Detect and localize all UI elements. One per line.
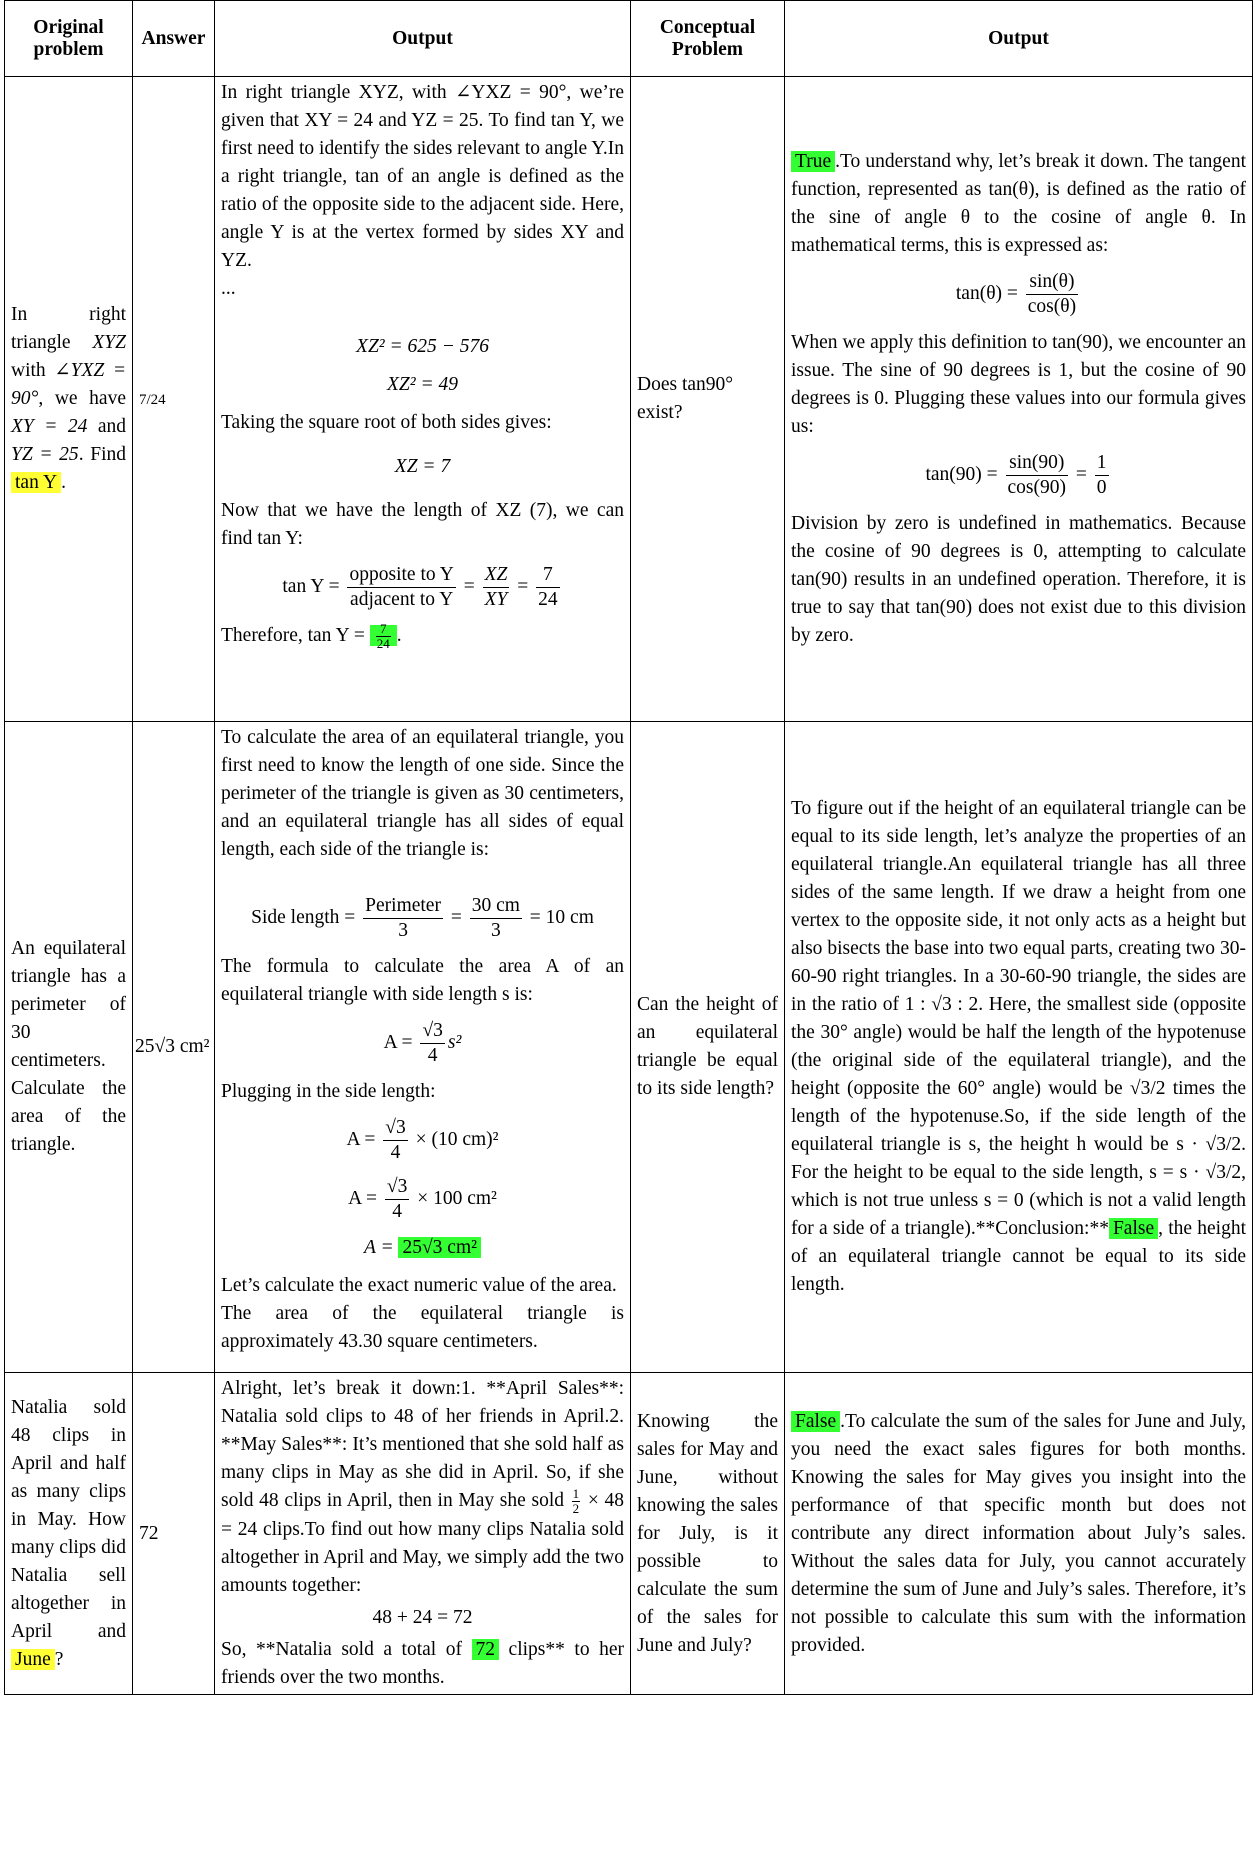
output-cell: To calculate the area of an equilateral triangle, you first need to know the length of one side. Since the perimeter of the triangle is given as 30 centimeters, and an equilateral triangle has all sides of equal length, each side of the triangle is: Side length = $\frac{\text{Perimeter}}{3}$ = $\frac{30 cm}{3}$ = 10 cm The formula to calculate the area A of an equilateral triangle with side length s is: A = $\frac{√3}{4}$ s² Plugging in the side length: A = $\frac{√3}{4}$ × (10 cm)² A = $\frac{√3}{4}$ × 100 cm² A = 25√3 cm² Let’s calculate the exact numeric value of the area. The area of the equilateral triangle is approximately 43.30 square centimeters. — [215, 722, 631, 1373]
header-original-problem: Original problem — [5, 1, 133, 77]
highlighted-answer: 72 — [472, 1639, 500, 1660]
equation: tan Y = $\frac{\text{opposite to Y}}{\text{adjacent to Y}}$ = $\frac{XZ}{XY}$ = $\frac{7}{24}$ — [282, 564, 558, 610]
table-row — [5, 1373, 1253, 1695]
answer-cell: 25√3 cm² — [133, 722, 215, 1373]
results-table-wrapper — [4, 0, 1252, 1695]
highlighted-term: June — [11, 1649, 55, 1670]
equation: A = $\frac{√3}{4}$ × (10 cm)² — [346, 1117, 499, 1163]
verdict-badge: False — [791, 1411, 840, 1432]
equation: A = 25√3 cm² — [221, 1234, 624, 1262]
original-problem-cell: An equilateral triangle has a perimeter of 30 centimeters. Calculate the area of the triangle. — [5, 722, 133, 1373]
output-cell: Alright, let’s break it down:1. **April Sales**: Natalia sold clips to 48 of her friends in April.2. **May Sales**: It’s mentioned that she sold half as many clips in May as she did in April. So, if she sold 48 clips in April, then in May she sold $\frac{1}{2}$ × 48 = 24 clips.To find out how many clips Natalia sold altogether in April and May, we simply add the two amounts together: 48 + 24 = 72 So, **Natalia sold a total of 72 clips** to her friends over the two months. — [215, 1373, 631, 1695]
header-conceptual-problem: Conceptual Problem — [631, 1, 785, 77]
header-output-2: Output — [785, 1, 1253, 77]
output-2-cell: True .To understand why, let’s break it down. The tangent function, represented as tan(θ), is defined as the ratio of the sine of angle θ to the cosine of angle θ. In mathematical terms, this is expressed as: tan(θ) = $\frac{\sin(\theta)}{\cos(\theta)}$ When we apply this definition to tan(90), we encounter an issue. The sine of 90 degrees is 1, but the cosine of 90 degrees is 0. Plugging these values into our formula gives us: tan(90) = $\frac{\sin(90)}{\cos(90)}$ = $\frac{1}{0}$ Division by zero is undefined in mathematics. Because the cosine of 90 degrees is 0, attempting to calculate tan(90) results in an undefined operation. Therefore, it is true to say that tan(90) does not exist due to this division by zero. — [785, 77, 1253, 722]
equation: Side length = $\frac{\text{Perimeter}}{3}$ = $\frac{30 cm}{3}$ = 10 cm — [251, 895, 594, 941]
table-row — [5, 77, 1253, 722]
verdict-badge: True — [791, 151, 835, 172]
equation: XZ² = 625 − 576 — [356, 336, 489, 357]
table-row — [5, 722, 1253, 1373]
original-problem-cell: Natalia sold 48 clips in April and half as many clips in May. How many clips did Natalia sell altogether in April and June ? — [5, 1373, 133, 1695]
conceptual-problem-cell: Can the height of an equilateral triangle be equal to its side length? — [631, 722, 785, 1373]
conceptual-problem-cell: Knowing the sales for May and June, without knowing the sales for July, is it possible to calculate the sum of the sales for June and July? — [631, 1373, 785, 1695]
equation: 48 + 24 = 72 — [372, 1607, 473, 1629]
header-row — [5, 1, 1253, 77]
equation: A = $\frac{√3}{4}$ × 100 cm² — [348, 1176, 497, 1222]
results-table — [4, 0, 1253, 1695]
equation: XZ² = 49 — [386, 374, 458, 395]
output-2-cell: False .To calculate the sum of the sales for June and July, you need the exact sales figures for both months. Knowing the sales for May gives you insight into the performance of that specific month but does not contribute any direct information about July’s sales. Without the sales data for July, you cannot accurately determine the sum of June and July’s sales. Therefore, it’s not possible to calculate this sum with the information provided. — [785, 1373, 1253, 1695]
highlighted-term: tan Y — [11, 472, 61, 493]
verdict-badge: False — [1109, 1218, 1158, 1239]
highlighted-answer: 25√3 cm² — [398, 1237, 481, 1258]
header-answer: Answer — [133, 1, 215, 77]
equation: tan(θ) = $\frac{\sin(\theta)}{\cos(\theta)}$ — [955, 271, 1077, 317]
equation: A = $\frac{√3}{4}$ s² — [383, 1020, 462, 1066]
equation: XZ = 7 — [394, 456, 451, 477]
highlighted-answer: $\frac{7}{24}$ — [370, 625, 397, 646]
original-problem-cell: In right triangle XYZ with ∠YXZ = 90°, we have XY = 24 and YZ = 25. Find tan Y . — [5, 77, 133, 722]
equation: tan(90) = $\frac{\sin(90)}{\cos(90)}$ = $\frac{1}{0}$ — [925, 452, 1107, 498]
answer-cell: 7/24 — [133, 77, 215, 722]
answer-cell: 72 — [133, 1373, 215, 1695]
header-output: Output — [215, 1, 631, 77]
output-cell: In right triangle XYZ, with ∠YXZ = 90°, we’re given that XY = 24 and YZ = 25. To find tan Y, we first need to identify the sides relevant to angle Y.In a right triangle, tan of an angle is defined as the ratio of the opposite side to the adjacent side. Here, angle Y is at the vertex formed by sides XY and YZ. ... XZ² = 625 − 576 XZ² = 49 Taking the square root of both sides gives: XZ = 7 Now that we have the length of XZ (7), we can find tan Y: tan Y = $\frac{\text{opposite to Y}}{\text{adjacent to Y}}$ = $\frac{XZ}{XY}$ = $\frac{7}{24}$ Therefore, tan Y = $\frac{7}{24}$ . — [215, 77, 631, 722]
output-2-cell: To figure out if the height of an equilateral triangle can be equal to its side length, let’s analyze the properties of an equilateral triangle.An equilateral triangle has all three sides of the same length. If we draw a height from one vertex to the opposite side, it not only acts as a height but also bisects the base into two equal parts, creating two 30-60-90 right triangles. In a 30-60-90 triangle, the sides are in the ratio of 1 : √3 : 2. Here, the smallest side (opposite the 30° angle) would be half the length of the hypotenuse (the original side of the equilateral triangle), and the height (opposite the 60° angle) would be √3/2 times the length of the hypotenuse.So, if the side length of the equilateral triangle is s, the height h would be s · √3/2. For the height to be equal to the side length, s = s · √3/2, which is not true unless s = 0 (which is not a valid length for a side of a triangle).**Conclusion:** False , the height of an equilateral triangle cannot be equal to its side length. — [785, 722, 1253, 1373]
conceptual-problem-cell: Does tan90° exist? — [631, 77, 785, 722]
